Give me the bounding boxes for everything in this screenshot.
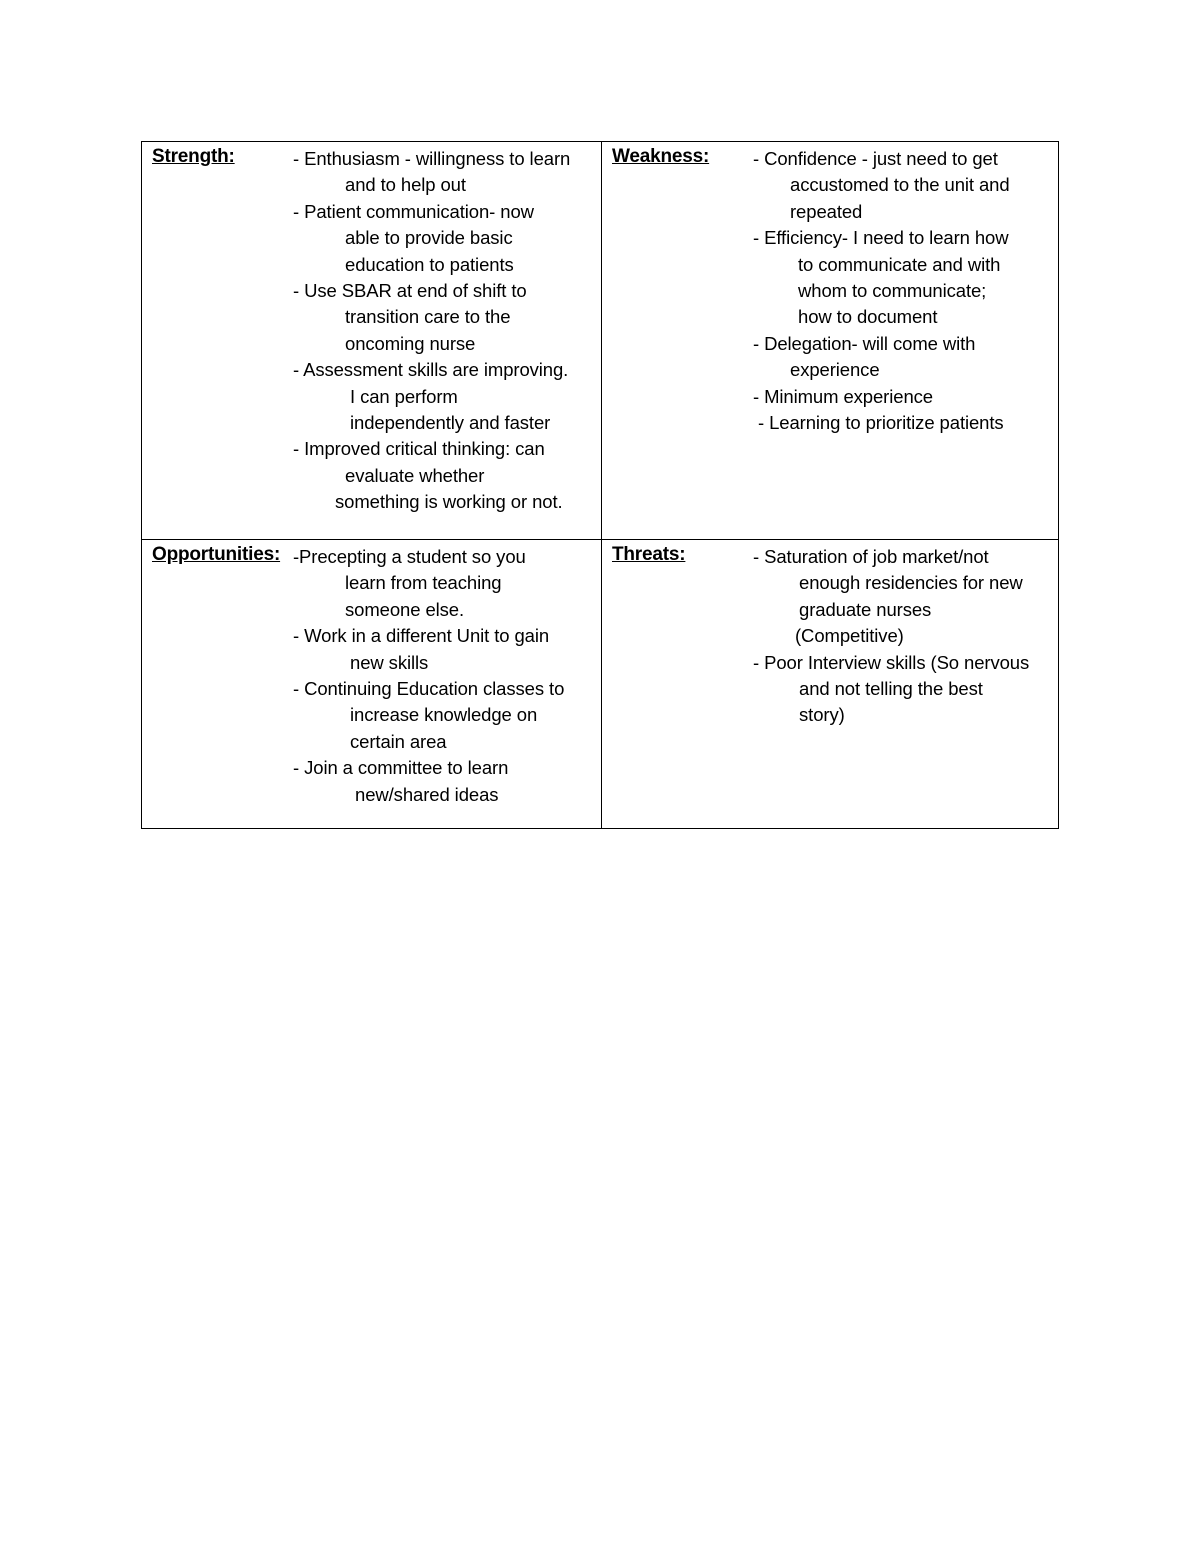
opportunities-line: - Work in a different Unit to gain bbox=[293, 625, 550, 647]
weakness-list bbox=[753, 146, 1010, 436]
weakness-title: Weakness: bbox=[612, 146, 710, 167]
opportunities-line: -Precepting a student so you bbox=[293, 546, 526, 567]
opportunities-title: Opportunities: bbox=[152, 544, 281, 565]
opportunities-line: - Continuing Education classes to bbox=[293, 678, 565, 700]
threats-title: Threats: bbox=[612, 544, 686, 565]
weakness-line: how to document bbox=[798, 306, 938, 328]
strength-line: oncoming nurse bbox=[345, 332, 476, 354]
weakness-line: - Minimum experience bbox=[753, 385, 933, 407]
opportunities-line: someone else. bbox=[345, 598, 465, 620]
weakness-line: accustomed to the unit and bbox=[790, 174, 1010, 196]
opportunities-line: - Join a committee to learn bbox=[293, 757, 509, 779]
opportunities-line: increase knowledge on bbox=[350, 704, 538, 726]
strength-line: - Enthusiasm - willingness to learn bbox=[293, 148, 571, 169]
threats-line: - Saturation of job market/not bbox=[753, 546, 989, 567]
strength-line: education to patients bbox=[345, 253, 514, 275]
strength-line: transition care to the bbox=[345, 306, 511, 328]
opportunities-line: certain area bbox=[350, 730, 447, 752]
strength-line: - Patient communication- now bbox=[293, 200, 534, 222]
strength-line: able to provide basic bbox=[345, 227, 513, 249]
weakness-line: - Learning to prioritize patients bbox=[758, 412, 1004, 434]
threats-line: story) bbox=[799, 704, 845, 726]
opportunities-line: learn from teaching bbox=[345, 572, 502, 594]
threats-line: and not telling the best bbox=[799, 678, 983, 700]
strength-line: I can perform bbox=[350, 385, 458, 407]
strength-line: independently and faster bbox=[350, 412, 551, 434]
strength-quadrant bbox=[142, 142, 601, 539]
weakness-line: repeated bbox=[790, 200, 863, 222]
opportunities-list bbox=[293, 544, 564, 808]
swot-table bbox=[141, 141, 1059, 829]
opportunities-quadrant bbox=[142, 539, 601, 828]
threats-line: - Poor Interview skills (So nervous bbox=[753, 651, 1030, 673]
weakness-line: to communicate and with bbox=[798, 253, 1001, 275]
strength-title: Strength: bbox=[152, 146, 235, 167]
weakness-line: experience bbox=[790, 359, 880, 381]
strength-line: - Improved critical thinking: can bbox=[293, 438, 545, 460]
weakness-quadrant bbox=[601, 142, 1058, 539]
threats-quadrant bbox=[601, 539, 1058, 828]
threats-line: enough residencies for new bbox=[799, 572, 1023, 594]
strength-line: - Assessment skills are improving. bbox=[293, 359, 569, 381]
weakness-line: whom to communicate; bbox=[798, 280, 987, 302]
opportunities-line: new/shared ideas bbox=[355, 783, 499, 805]
weakness-line: - Confidence - just need to get bbox=[753, 148, 998, 169]
strength-line: something is working or not. bbox=[335, 491, 563, 513]
strength-line: evaluate whether bbox=[345, 464, 485, 486]
threats-line: graduate nurses bbox=[799, 598, 932, 620]
weakness-line: - Delegation- will come with bbox=[753, 332, 976, 354]
threats-list bbox=[753, 544, 1029, 729]
threats-line: (Competitive) bbox=[795, 625, 904, 647]
strength-line: - Use SBAR at end of shift to bbox=[293, 280, 527, 302]
strength-line: and to help out bbox=[345, 174, 466, 196]
strength-list bbox=[293, 146, 570, 516]
weakness-line: - Efficiency- I need to learn how bbox=[753, 227, 1009, 249]
opportunities-line: new skills bbox=[350, 651, 429, 673]
